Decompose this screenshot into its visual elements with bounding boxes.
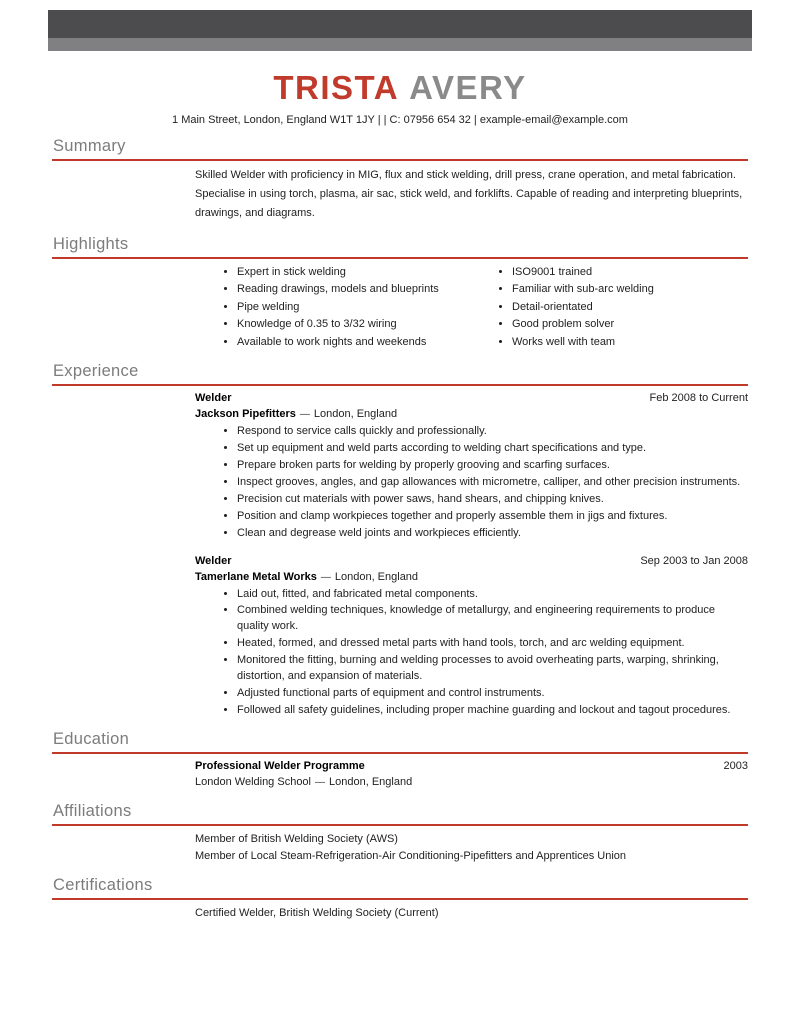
job-title: Welder xyxy=(195,554,232,567)
affiliation-item: Member of Local Steam-Refrigeration-Air Conditioning-Pipefitters and Apprentices Union xyxy=(195,849,627,862)
job-bullet: • Combined welding techniques, knowledge of metallurgy, and engineering requirements to produce quality work. xyxy=(237,603,748,635)
last-name: AVERY xyxy=(409,69,527,106)
job-bullet: • Set up equipment and weld parts according to welding chart specifications and type. xyxy=(237,441,748,457)
education-location: London, England xyxy=(329,775,413,788)
affiliation-item: Member of British Welding Society (AWS) xyxy=(195,832,398,845)
section-highlights xyxy=(52,235,748,352)
first-name: TRISTA xyxy=(273,69,400,106)
section-title-experience: Experience xyxy=(53,362,139,381)
highlights-column-right xyxy=(491,264,748,352)
education-subheader xyxy=(195,775,748,791)
job-bullet: • Respond to service calls quickly and professionally. xyxy=(237,424,748,440)
summary-text: Skilled Welder with proficiency in MIG, flux and stick welding, drill press, crane operation, and metal fabrication. Specialise in using torch, plasma, air sac, stick weld, and forklifts. Capable of reading and interpreting blueprints, drawings, and diagrams. xyxy=(195,168,743,220)
job-header xyxy=(195,554,748,570)
job-bullet-list xyxy=(195,424,748,542)
candidate-name xyxy=(0,69,800,107)
dash-separator: — xyxy=(320,571,331,583)
dash-separator: — xyxy=(299,409,310,421)
highlight-item: • ISO9001 trained xyxy=(512,264,748,281)
programme-name: Professional Welder Programme xyxy=(195,760,365,772)
highlight-item: • Expert in stick welding xyxy=(237,264,491,281)
highlights-list-right xyxy=(491,264,748,351)
section-title-affiliations: Affiliations xyxy=(53,801,132,820)
job-dates: Feb 2008 to Current xyxy=(649,392,748,405)
affiliations-body xyxy=(195,826,748,865)
highlight-item: • Pipe welding xyxy=(237,299,491,316)
highlight-item: • Knowledge of 0.35 to 3/32 wiring xyxy=(237,316,491,333)
job-bullet: • Adjusted functional parts of equipment and control instruments. xyxy=(237,686,748,702)
header-bar-light xyxy=(48,38,752,51)
section-title-highlights: Highlights xyxy=(53,234,129,253)
job-title: Welder xyxy=(195,392,232,405)
section-certifications xyxy=(52,876,748,922)
highlights-column-left xyxy=(195,264,491,352)
highlight-item: • Available to work nights and weekends xyxy=(237,334,491,351)
section-affiliations xyxy=(52,802,748,865)
section-experience xyxy=(52,362,748,719)
job-dates: Sep 2003 to Jan 2008 xyxy=(640,554,748,567)
certification-item: Certified Welder, British Welding Society (Current) xyxy=(195,906,439,919)
section-title-summary: Summary xyxy=(53,136,126,155)
job-bullet: • Monitored the fitting, burning and welding processes to avoid overheating parts, warping, shrinking, distortion, and expansion of materials. xyxy=(237,653,748,685)
company-name: Jackson Pipefitters xyxy=(195,408,296,421)
job-bullet-list xyxy=(195,587,748,720)
education-body xyxy=(195,754,748,791)
highlight-item: • Good problem solver xyxy=(512,316,748,333)
job-bullet: • Heated, formed, and dressed metal parts with hand tools, torch, and arc welding equipment. xyxy=(237,636,748,652)
contact-line: 1 Main Street, London, England W1T 1JY | | C: 07956 654 32 | example-email@example.com xyxy=(172,113,628,126)
experience-body xyxy=(195,386,748,719)
job-entry xyxy=(195,554,748,719)
dash-separator: — xyxy=(315,776,325,788)
job-entry xyxy=(195,391,748,541)
job-bullet: • Position and clamp workpieces together and properly assemble them in jigs and fixtures. xyxy=(237,509,748,525)
certifications-body xyxy=(195,900,748,922)
job-bullet: • Prepare broken parts for welding by properly grooving and scarfing surfaces. xyxy=(237,458,748,474)
job-subheader xyxy=(195,570,748,586)
job-bullet: • Precision cut materials with power saws, hand shears, and chipping knives. xyxy=(237,492,748,508)
highlights-list-left xyxy=(195,264,491,351)
education-header xyxy=(195,759,748,775)
section-summary xyxy=(52,137,748,224)
job-subheader xyxy=(195,407,748,423)
highlight-item: • Works well with team xyxy=(512,334,748,351)
job-bullet: • Inspect grooves, angles, and gap allowances with micrometre, calliper, and other precision instruments. xyxy=(237,475,748,491)
header-bar-dark xyxy=(48,10,752,38)
highlight-item: • Detail-orientated xyxy=(512,299,748,316)
highlight-item: • Reading drawings, models and blueprints xyxy=(237,281,491,298)
education-year: 2003 xyxy=(723,760,748,772)
section-education xyxy=(52,730,748,791)
summary-body xyxy=(195,161,748,224)
job-bullet: • Clean and degrease weld joints and workpieces efficiently. xyxy=(237,526,748,542)
header-banner xyxy=(48,10,752,51)
job-location: London, England xyxy=(313,408,398,421)
job-header xyxy=(195,391,748,407)
highlight-item: • Familiar with sub-arc welding xyxy=(512,281,748,298)
section-title-education: Education xyxy=(53,730,130,748)
school-name: London Welding School xyxy=(195,775,311,788)
job-location: London, England xyxy=(334,570,419,583)
section-title-certifications: Certifications xyxy=(53,875,153,894)
job-bullet: • Followed all safety guidelines, including proper machine guarding and lockout and tagout procedures. xyxy=(237,703,748,719)
highlights-body xyxy=(195,259,748,352)
job-bullet: • Laid out, fitted, and fabricated metal components. xyxy=(237,587,748,603)
company-name: Tamerlane Metal Works xyxy=(195,570,317,583)
